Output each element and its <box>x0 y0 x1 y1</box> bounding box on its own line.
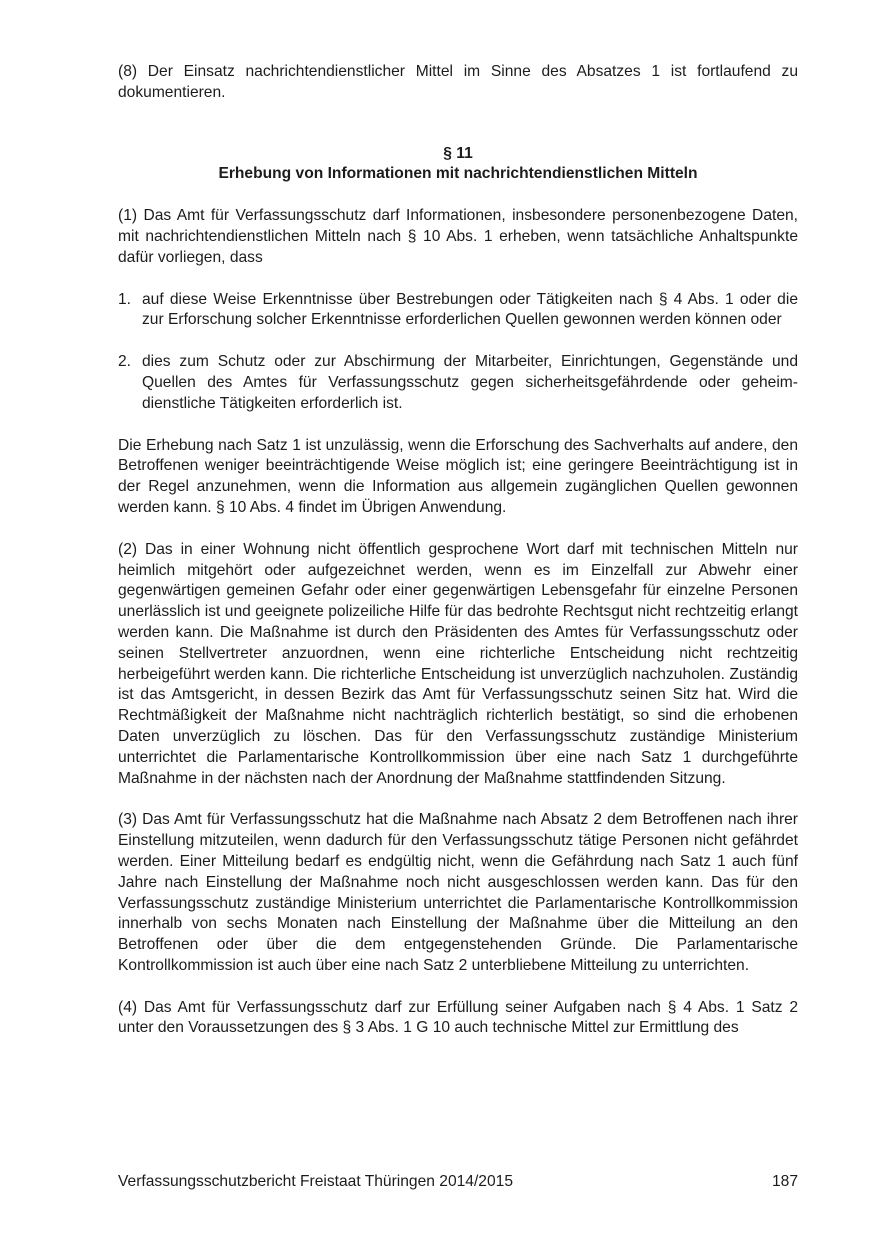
paragraph-2: (2) Das in einer Wohnung nicht öffentlich gesprochene Wort darf mit technischen Mitteln nur heimlich mitgehört oder aufgezeichnet werden, wenn es im Einzelfall zur Abwehr einer gegenwärtigen gemeinen Gefahr oder einer gegenwärtigen Lebensgefahr für einzelne Personen unerlässlich ist und geeignete polizeiliche Hilfe für das bedrohte Rechtsgut nicht rechtzeitig erlangt werden kann. Die Maßnahme ist durch den Präsidenten des Amtes für Verfassungsschutz oder seinen Stellvertreter anzuordnen, wenn eine richterliche Entscheidung nicht rechtzeitig herbeigeführt werden kann. Die richterliche Entscheidung ist unverzüglich nachzuholen. Zuständig ist das Amtsgericht, in dessen Bezirk das Amt für Verfassungsschutz seinen Sitz hat. Wird die Rechtmäßigkeit der Maßnahme nicht nachträglich richterlich bestätigt, so sind die erhobenen Daten unverzüglich zu löschen. Das für den Verfassungsschutz zuständige Ministerium unterrichtet die Parlamentarische Kontrollkommission über eine nach Satz 1 durchgeführte Maßnahme in der nächsten nach der Anordnung der Maßnahme stattfindenden Sitzung. <box>118 540 798 787</box>
page-footer <box>118 1172 798 1192</box>
paragraph-8: (8) Der Einsatz nachrichtendienstlicher Mittel im Sinne des Absatzes 1 ist fortlaufend zu dokumentieren. <box>118 63 798 101</box>
clause-list <box>118 290 798 415</box>
clause-number: 1. <box>118 290 132 308</box>
list-item <box>118 352 798 414</box>
document-page <box>118 62 798 1039</box>
list-item <box>118 290 798 332</box>
clause-text: dies zum Schutz oder zur Abschirmung der Mitarbeiter, Einrichtungen, Gegenstände und Quellen des Amtes für Verfassungsschutz gegen sicherheitsgefährdende oder geheimdienstliche Tätigkeiten erforderlich ist. <box>142 353 798 412</box>
section-number: § 11 <box>443 144 473 162</box>
section-title: Erhebung von Informationen mit nachrichtendienstlichen Mitteln <box>218 165 698 183</box>
paragraph-1-intro: (1) Das Amt für Verfassungsschutz darf Informationen, insbesondere personenbezogene Daten, mit nachrichtendienstlichen Mitteln nach § 10 Abs. 1 erheben, wenn tatsächliche Anhaltspunkte dafür vorliegen, dass <box>118 207 798 266</box>
clause-number: 2. <box>118 353 132 371</box>
paragraph-4: (4) Das Amt für Verfassungsschutz darf zur Erfüllung seiner Aufgaben nach § 4 Abs. 1 Satz 2 unter den Voraussetzungen des § 3 Abs. 1 G 10 auch technische Mittel zur Ermittlung des <box>118 998 798 1037</box>
paragraph-1-closing: Die Erhebung nach Satz 1 ist unzulässig, wenn die Erforschung des Sachverhalts auf andere, den Betroffenen weniger beeinträchtigende Weise möglich ist; eine geringere Beeinträchtigung ist in der Regel anzunehmen, wenn die Information aus allgemein zugänglichen Quellen gewonnen werden kann. § 10 Abs. 4 findet im Übrigen Anwendung. <box>118 436 798 516</box>
clause-text: auf diese Weise Erkenntnisse über Bestrebungen oder Tätigkeiten nach § 4 Abs. 1 oder die zur Erforschung solcher Erkenntnisse erforderlichen Quellen gewonnen werden können oder <box>142 290 798 329</box>
page-number: 187 <box>771 1173 798 1190</box>
paragraph-3: (3) Das Amt für Verfassungsschutz hat die Maßnahme nach Absatz 2 dem Betroffenen nach ihrer Einstellung mitzuteilen, wenn dadurch für den Verfassungsschutz tätige Personen nicht gefährdet werden. Einer Mitteilung bedarf es endgültig nicht, wenn die Gefährdung nach Satz 1 auch fünf Jahre nach Einstellung der Maßnahme noch nicht ausgeschlossen werden kann. Das für den Verfassungsschutz zuständige Ministerium unterrichtet die Parlamentarische Kontrollkommission innerhalb von sechs Monaten nach Einstellung der Maßnahme über die Mitteilung an den Betroffenen oder über die dem entgegenstehenden Gründe. Die Parlamentarische Kontrollkommission ist auch über eine nach Satz 2 unterbliebene Mitteilung zu unterrichten. <box>118 811 798 974</box>
footer-title: Verfassungsschutzbericht Freistaat Thüringen 2014/2015 <box>118 1173 513 1190</box>
